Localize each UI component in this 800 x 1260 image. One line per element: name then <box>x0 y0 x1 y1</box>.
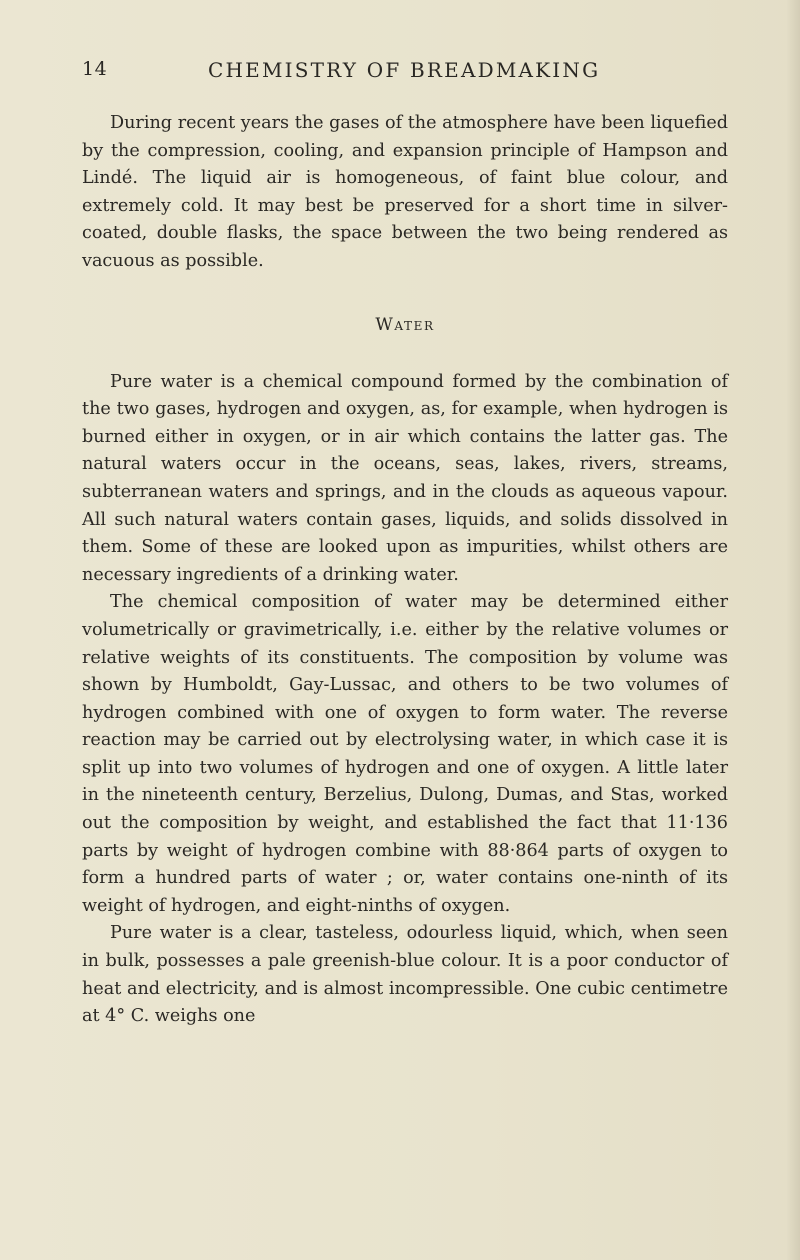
page-number: 14 <box>82 58 108 80</box>
body-paragraph-1: Pure water is a chemical compound formed by the combination of the two gases, hydrogen and oxygen, as, for example, when hydrogen is burned either in oxygen, or in air which contains the latter gas. The natural waters occur in the oceans, seas, lakes, rivers, streams, subterranean waters and springs, and in the clouds as aqueous vapour. All such natural waters contain gases, liquids, and solids dissolved in them. Some of these are looked upon as impurities, whilst others are necessary ingredients of a drinking water. <box>82 371 728 585</box>
body-paragraph-3: Pure water is a clear, tasteless, odourless liquid, which, when seen in bulk, possesses a pale greenish-blue colour. It is a poor conductor of heat and electricity, and is almost incompressible. One cubic centimetre at 4° C. weighs one <box>82 923 728 1027</box>
section-heading: Water <box>375 314 435 335</box>
running-head: CHEMISTRY OF BREADMAKING <box>208 58 601 82</box>
body-paragraph-2: The chemical composition of water may be determined either volumetrically or gravimetrically, i.e. either by the relative volumes or relative weights of its constituents. The composition by volume was shown by Humboldt, Gay-Lussac, and others to be two volumes of hydrogen combined with one of oxygen to form water. The reverse reaction may be carried out by electrolysing water, in which case it is split up into two volumes of hydrogen and one of oxygen. A little later in the nineteenth century, Berzelius, Dulong, Dumas, and Stas, worked out the composition by weight, and established the fact that 11·136 parts by weight of hydrogen combine with 88·864 parts of oxygen to form a hundred parts of water ; or, water contains one-ninth of its weight of hydrogen, and eight-ninths of oxygen. <box>82 592 728 916</box>
page-body <box>82 110 728 1031</box>
intro-paragraph: During recent years the gases of the atmosphere have been liquefied by the compression, cooling, and expansion principle of Hampson and Lindé. The liquid air is homogeneous, of faint blue colour, and extremely cold. It may best be preserved for a short time in silver-coated, double flasks, the space between the two being rendered as vacuous as possible. <box>82 113 728 271</box>
page-edge-shadow <box>786 0 800 1260</box>
page-header <box>82 58 722 88</box>
